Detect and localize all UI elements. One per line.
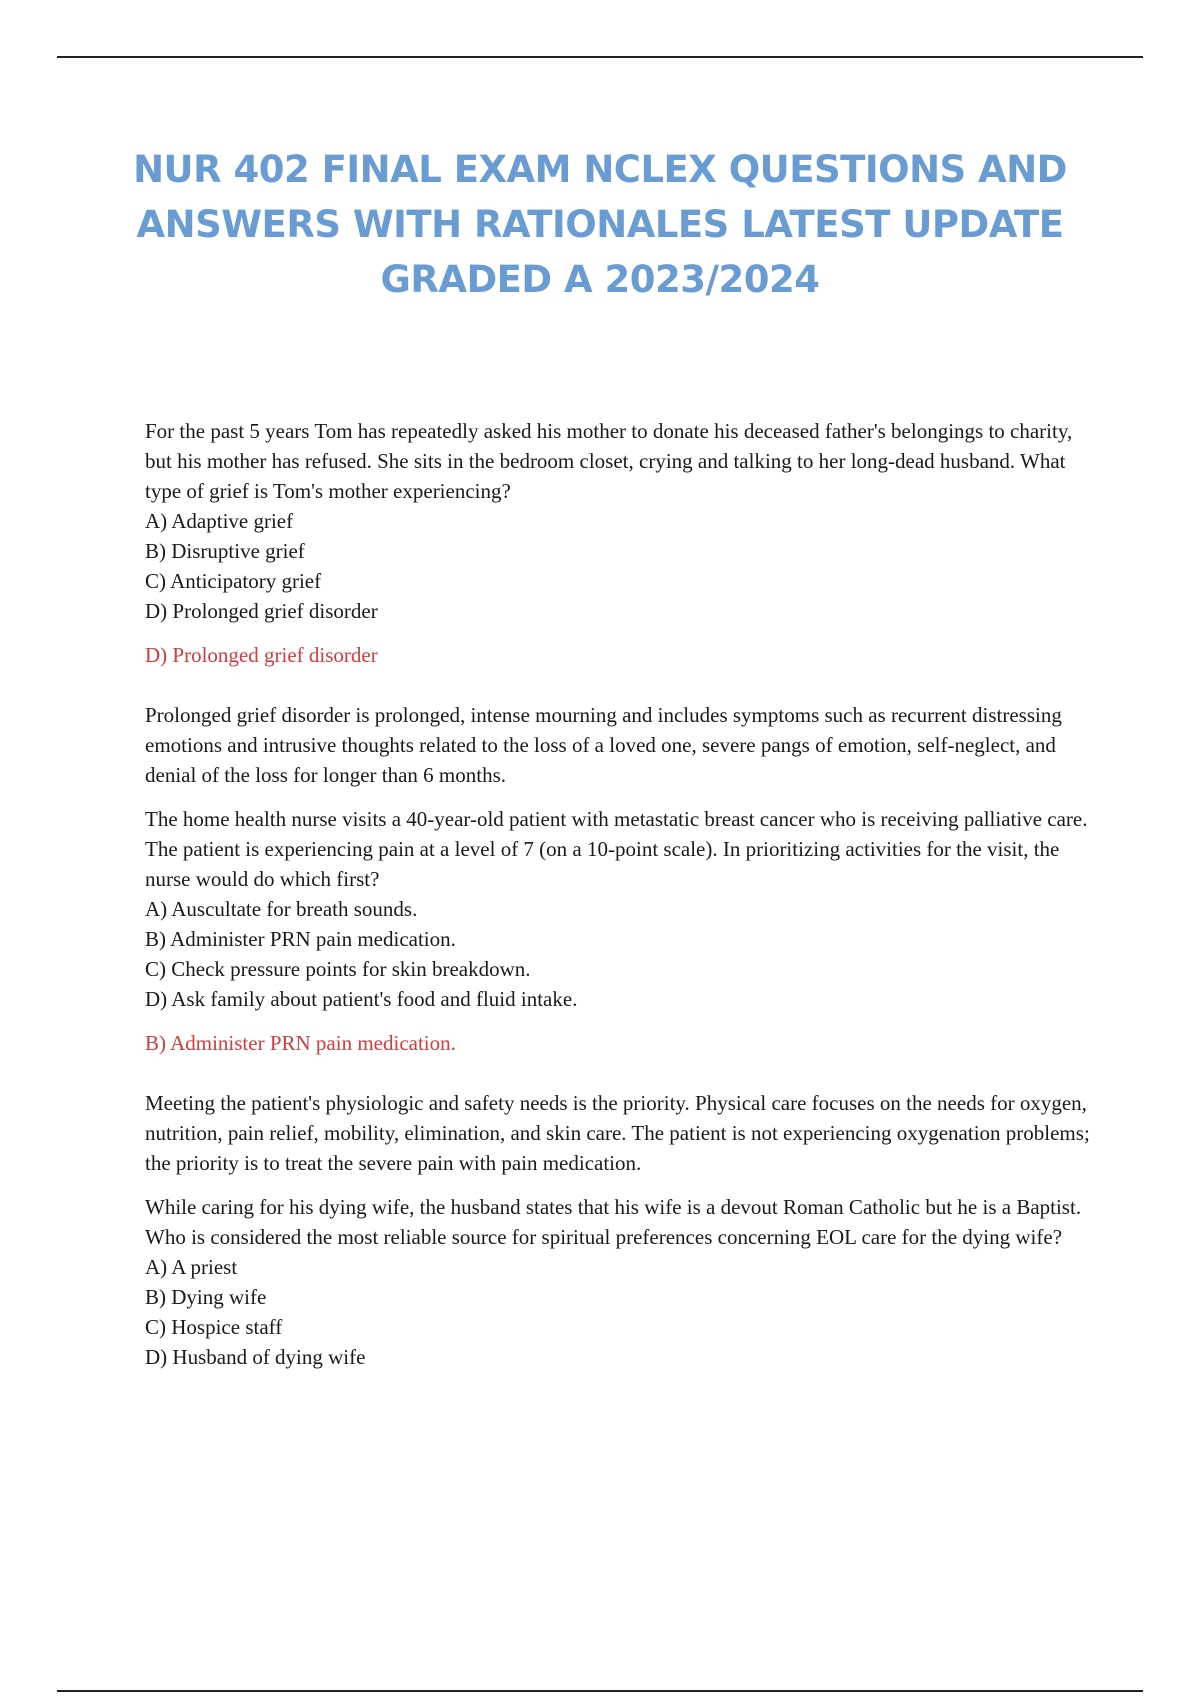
question-block-3	[145, 1192, 1095, 1372]
top-rule	[57, 56, 1143, 58]
option-item: B) Dying wife	[145, 1285, 267, 1309]
option-item: D) Husband of dying wife	[145, 1345, 366, 1369]
option-item: C) Check pressure points for skin breakdown.	[145, 957, 531, 981]
option-item: B) Disruptive grief	[145, 539, 305, 563]
document-body	[145, 416, 1095, 1372]
option-list	[145, 506, 1095, 626]
option-item: A) A priest	[145, 1255, 238, 1279]
question-1	[145, 416, 1095, 626]
question-block-2	[145, 804, 1095, 1178]
question-3	[145, 1192, 1095, 1372]
option-item: A) Adaptive grief	[145, 509, 294, 533]
document-title: NUR 402 FINAL EXAM NCLEX QUESTIONS AND ANSWERS WITH RATIONALES LATEST UPDATE GRADED A 2023/2024	[133, 148, 1067, 301]
option-list	[145, 1252, 1095, 1372]
question-block-1	[145, 416, 1095, 790]
option-item: D) Ask family about patient's food and fluid intake.	[145, 987, 578, 1011]
option-item: D) Prolonged grief disorder	[145, 599, 378, 623]
option-item: B) Administer PRN pain medication.	[145, 927, 456, 951]
option-item: A) Auscultate for breath sounds.	[145, 897, 418, 921]
question-stem: While caring for his dying wife, the husband states that his wife is a devout Roman Catholic but he is a Baptist. Who is considered the most reliable source for spiritual preferences concerning EOL care for the dying wife?	[145, 1195, 1082, 1249]
bottom-rule	[57, 1690, 1143, 1692]
question-2	[145, 804, 1095, 1014]
option-item: C) Hospice staff	[145, 1315, 283, 1339]
question-stem: The home health nurse visits a 40-year-old patient with metastatic breast cancer who is receiving palliative care. The patient is experiencing pain at a level of 7 (on a 10-point scale). In prioritizing activities for the visit, the nurse would do which first?	[145, 807, 1088, 891]
correct-answer: B) Administer PRN pain medication.	[145, 1031, 456, 1055]
correct-answer: D) Prolonged grief disorder	[145, 643, 378, 667]
option-list	[145, 894, 1095, 1014]
option-item: C) Anticipatory grief	[145, 569, 322, 593]
rationale: Meeting the patient's physiologic and safety needs is the priority. Physical care focuses on the needs for oxygen, nutrition, pain relief, mobility, elimination, and skin care. The patient is not experiencing oxygenation problems; the priority is to treat the severe pain with pain medication.	[145, 1091, 1090, 1175]
rationale: Prolonged grief disorder is prolonged, intense mourning and includes symptoms such as recurrent distressing emotions and intrusive thoughts related to the loss of a loved one, severe pangs of emotion, self-neglect, and denial of the loss for longer than 6 months.	[145, 703, 1062, 787]
question-stem: For the past 5 years Tom has repeatedly asked his mother to donate his deceased father's belongings to charity, but his mother has refused. She sits in the bedroom closet, crying and talking to her long-dead husband. What type of grief is Tom's mother experiencing?	[145, 419, 1073, 503]
